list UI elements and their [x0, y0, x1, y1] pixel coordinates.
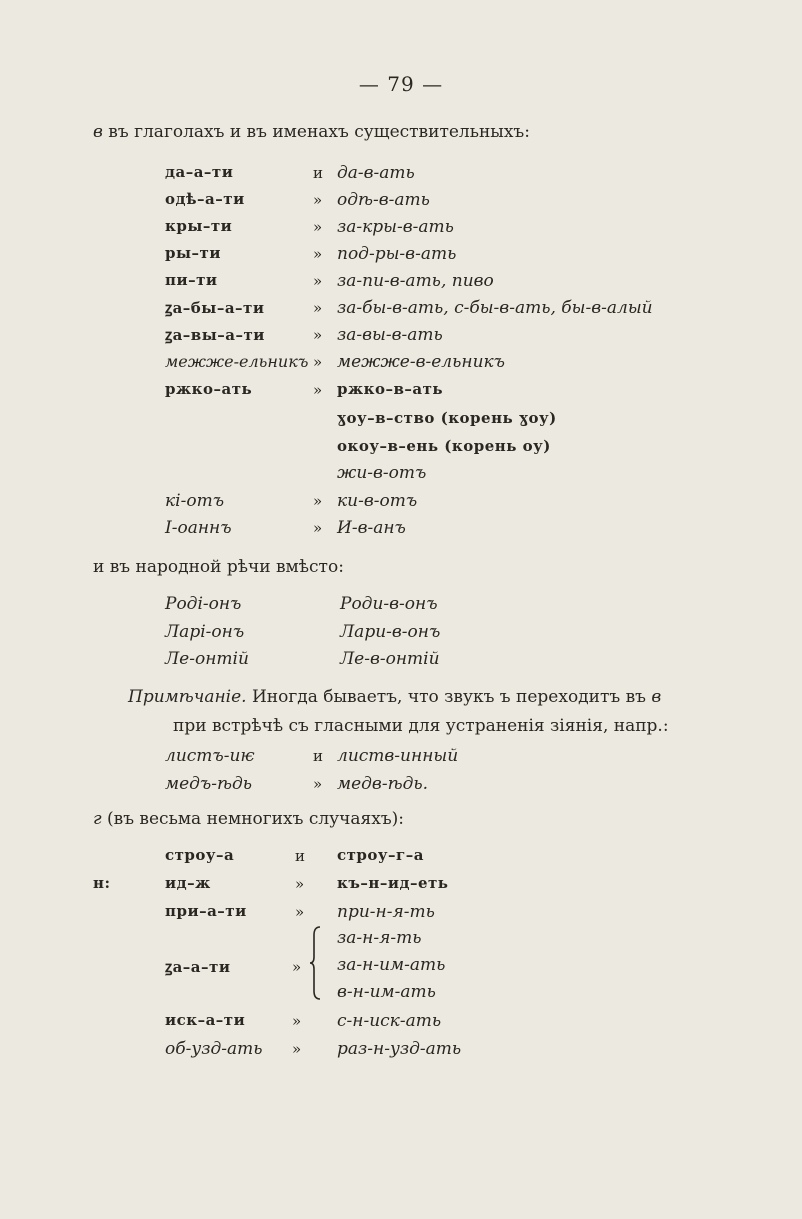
note-line-1: [128, 687, 661, 707]
brace-item: за-н-им-ать: [337, 955, 446, 975]
t1-right: за-бы-в-ать, с-бы-в-ать, бы-в-алый: [337, 298, 653, 318]
t4-mark: »: [295, 903, 305, 921]
t4-prefix: н:: [93, 874, 111, 892]
page-number: — 79 —: [358, 72, 444, 96]
t1-right: ки-в-отъ: [337, 491, 418, 511]
t1-right: ржко–в–ать: [337, 380, 444, 398]
note-text: Иногда бываетъ, что звукъ ъ переходитъ въ: [246, 687, 652, 707]
t4-left: при–а–ти: [165, 902, 247, 920]
t2-right: Роди-в-онъ: [340, 594, 438, 614]
t1-right: да-в-ать: [337, 163, 415, 183]
brace-item: в-н-им-ать: [337, 982, 436, 1002]
intro-letter: в: [93, 122, 103, 142]
t4-mark: »: [295, 875, 305, 893]
t1-mark: »: [313, 326, 323, 344]
t1-left: межже-ельникъ: [165, 352, 309, 371]
t1-mark: »: [313, 245, 323, 263]
brace-mark: »: [292, 958, 302, 976]
t1-mark: »: [313, 272, 323, 290]
t1-right-sub: окоу–в–ень (корень оу): [337, 437, 551, 455]
t2-left: Ле-онтій: [165, 649, 249, 669]
g-text: (въ весьма немногихъ случаяхъ):: [101, 809, 404, 829]
t1-right: за-вы-в-ать: [337, 325, 443, 345]
g-letter: г: [93, 809, 102, 829]
t1-mark: »: [313, 191, 323, 209]
t1-mark: »: [313, 492, 323, 510]
t1-right: одѣ-в-ать: [337, 190, 430, 210]
t1-left: да–а–ти: [165, 163, 234, 181]
brace-left: ꙁа–а–ти: [165, 958, 231, 976]
t5-mark: »: [292, 1040, 302, 1058]
note-letter: в: [651, 687, 662, 707]
t4-left: ид–ж: [165, 874, 211, 892]
t1-right-sub: ɣоу–в–ство (корень ɣоу): [337, 409, 557, 427]
t3-right: медв-ѣдь.: [337, 774, 429, 794]
t5-right: раз-н-узд-ать: [337, 1039, 462, 1059]
note-label: Примѣчаніе.: [128, 687, 247, 707]
t3-right: листв-инный: [337, 746, 459, 766]
t1-mark: »: [313, 519, 323, 537]
t4-left: строу–а: [165, 846, 235, 864]
folk-intro: и въ народной рѣчи вмѣсто:: [93, 557, 344, 577]
t3-left: медъ-ѣдь: [165, 774, 253, 794]
t1-left: ꙁа–бы–а–ти: [165, 299, 265, 317]
t1-left: ꙁа–вы–а–ти: [165, 326, 265, 344]
t5-left: об-узд-ать: [165, 1039, 263, 1059]
t1-mark: »: [313, 381, 323, 399]
brace-item: за-н-я-ть: [337, 928, 422, 948]
t1-mark: »: [313, 353, 323, 371]
t1-right: жи-в-отъ: [337, 463, 427, 483]
t1-right: за-кры-в-ать: [337, 217, 454, 237]
intro-line: [93, 122, 530, 142]
t4-right: при-н-я-ть: [337, 902, 435, 922]
t4-mark: и: [295, 847, 305, 865]
t1-left: кры–ти: [165, 217, 233, 235]
t1-left: кі-отъ: [165, 491, 225, 511]
note-line-2: при встрѣчѣ съ гласными для устраненія зіянія, напр.:: [173, 716, 669, 736]
t5-left: иск–а–ти: [165, 1011, 246, 1029]
t1-left: І-оаннъ: [165, 518, 232, 538]
t1-mark: »: [313, 218, 323, 236]
t1-left: одѣ–а–ти: [165, 190, 245, 208]
curly-brace-icon: [310, 925, 324, 1001]
t1-right: И-в-анъ: [337, 518, 406, 538]
t1-right: за-пи-в-ать, пиво: [337, 271, 494, 291]
t1-mark: и: [313, 164, 323, 182]
g-intro-line: [93, 809, 404, 829]
t1-mark: »: [313, 299, 323, 317]
t2-right: Ле-в-онтій: [340, 649, 440, 669]
t5-mark: »: [292, 1012, 302, 1030]
t2-right: Лари-в-онъ: [340, 622, 441, 642]
t3-mark: и: [313, 747, 323, 765]
t1-right: под-ры-в-ать: [337, 244, 457, 264]
t1-left: ржко–ать: [165, 380, 253, 398]
intro-text: въ глаголахъ и въ именахъ существительныхъ:: [102, 122, 530, 142]
t4-right: къ–н–ид–еть: [337, 874, 449, 892]
t2-left: Роді-онъ: [165, 594, 242, 614]
t1-left: пи–ти: [165, 271, 218, 289]
t3-left: листъ-иѥ: [165, 746, 255, 766]
t1-right: межже-в-ельникъ: [337, 352, 506, 372]
t1-left: ры–ти: [165, 244, 221, 262]
t4-right: строу–г–а: [337, 846, 424, 864]
t5-right: с-н-иск-ать: [337, 1011, 442, 1031]
t3-mark: »: [313, 775, 323, 793]
t2-left: Ларі-онъ: [165, 622, 245, 642]
